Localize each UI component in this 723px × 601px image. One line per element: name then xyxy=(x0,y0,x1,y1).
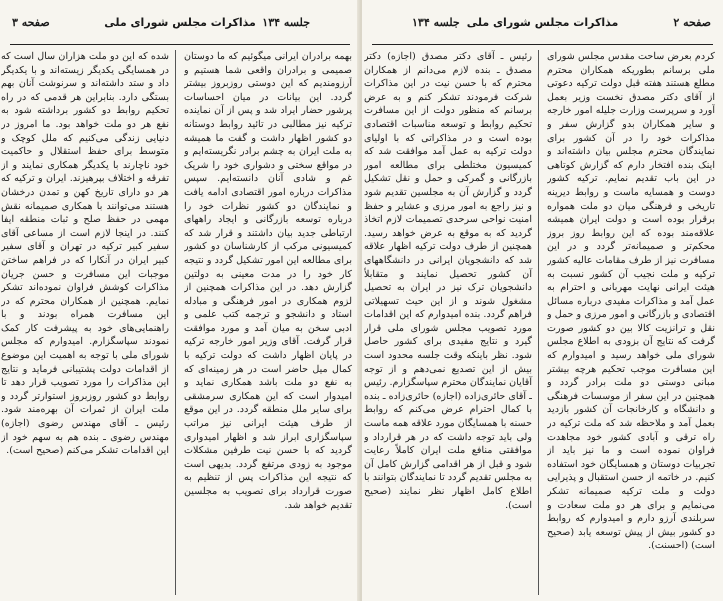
right-page-column-left xyxy=(364,50,539,595)
right-page xyxy=(362,0,723,601)
right-page-number: صفحه ۲ xyxy=(673,16,711,29)
left-page-number: صفحه ۳ xyxy=(12,16,50,29)
right-col-left-text: رئیس ـ آقای دکتر مصدق (اجازه) دکتر مصدق ـ بنده لازم می‌دانم از همکاران محترم که با حسن نیت در این مذاکرات شرکت فرمودند تشکر کنم و به عرض برسانم که منظور دولت از این مسافرت تحکیم روابط و توسعه مناسبات اقتصادی بوده است و در مذاکراتی که با اولیای دولت ترکیه به عمل آمد موافقت شد که کمیسیون مختلطی برای مطالعه امور بازرگانی و گمرکی و حمل و نقل تشکیل گردد و گزارش آن به مجلسین تقدیم شود و نیز راجع به امور مرزی و عشایر و حفظ امنیت نواحی سرحدی تصمیمات لازم اتخاذ گردید که به موقع به عرض خواهد رسید. همچنین از طرف دولت ترکیه اظهار علاقه شد که دانشجویان ایرانی در دانشگاههای آن کشور تحصیل نمایند و متقابلاً دانشجویان ترک نیز در ایران به تحصیل مشغول شوند و از این حیث تسهیلاتی فراهم گردد. بنده امیدوارم که این اقدامات مورد تصویب مجلس شورای ملی قرار گیرد و نتایج مفیدی برای کشور حاصل شود. نظر باینکه وقت جلسه محدود است بیش از این تصدیع نمی‌دهم و از توجه آقایان نمایندگان محترم سپاسگزارم. رئیس ـ آقای حائری‌زاده (اجازه) حائری‌زاده ـ بنده با کمال احترام عرض می‌کنم که روابط حسنه با همسایگان مورد علاقه همه ماست ولی باید توجه داشت که در هر قرارداد و موافقتی منافع ملت ایران کاملاً رعایت شود و قبل از هر اقدامی گزارش کامل آن به مجلس تقدیم گردد تا نمایندگان بتوانند با اطلاع کامل اظهار نظر نمایند (صحیح است). xyxy=(364,51,532,511)
left-running-title: مذاکرات مجلس شورای ملی xyxy=(104,16,256,29)
left-page-column-left xyxy=(1,50,176,595)
left-page-column-right xyxy=(184,50,352,595)
right-session-label: جلسه ۱۳۴ xyxy=(412,16,460,29)
left-page xyxy=(0,0,360,601)
left-session-label: جلسه ۱۳۴ xyxy=(262,16,310,29)
left-page-header xyxy=(10,10,350,45)
right-col-right-text: کردم بعرض ساحت مقدس مجلس شورای ملی برسانم بطوریکه همکاران محترم مطلع هستند هفته قبل دولت ترکیه دعوتی از آقای دکتر مصدق نخست وزیر بعمل آورد و سرپرست وزارت جلیله امور خارجه و سایر همکاران بدو گزارش سفر و مذاکرات خود را در آن کشور برای نمایندگان محترم مجلس بیان داشته‌اند و اینک بنده افتخار دارم که گزارش کوتاهی در این باب تقدیم نمایم. ترکیه کشور دوست و همسایه ماست و روابط دیرینه تاریخی و فرهنگی میان دو ملت همواره برقرار بوده است و دولت ایران همیشه علاقه‌مند بوده که این روابط روز بروز محکم‌تر و صمیمانه‌تر گردد و در این مسافرت نیز از طرف مقامات عالیه کشور ترکیه و ملت نجیب آن کشور نسبت به هیئت ایرانی نهایت مهربانی و احترام به عمل آمد و مذاکرات مفیدی درباره مسائل اقتصادی و بازرگانی و امور مرزی و حمل و نقل و ترانزیت کالا بین دو کشور صورت گرفت که نتایج آن بزودی به اطلاع مجلس شورای ملی خواهد رسید و امیدوارم که این مسافرت موجب تحکیم هرچه بیشتر مبانی دوستی دو ملت برادر گردد و همچنین در این سفر از موسسات فرهنگی و دانشگاه و کارخانجات آن کشور بازدید بعمل آمد و ملاحظه شد که ملت ترکیه در راه ترقی و آبادی کشور خود مجاهدت فراوان نموده است و ما نیز باید از تجربیات دوستان و همسایگان خود استفاده کنیم. در خاتمه از حسن استقبال و پذیرایی دولت و ملت ترکیه صمیمانه تشکر می‌نمایم و برای هر دو ملت سعادت و سربلندی آرزو دارم و امیدوارم که روابط دو کشور بیش از پیش توسعه یابد (صحیح است) (احسنت). xyxy=(547,51,715,552)
right-page-column-right xyxy=(547,50,715,595)
left-col-right-text: بهمه برادران ایرانی میگوئیم که ما دوستان صمیمی و برادران واقعی شما هستیم و آرزومندیم که این دوستی روزبروز بیشتر گردد. این بیانات در میان احساسات پرشور حضار ایراد شد و پس از آن نماینده ترکیه نیز مطالبی در تائید روابط دوستانه دو کشور اظهار داشت و گفت ما همیشه به ملت ایران به چشم برادر نگریسته‌ایم و در مواقع سختی و دشواری خود را شریک غم و شادی آنان دانسته‌ایم. سپس مذاکرات درباره امور اقتصادی ادامه یافت و نمایندگان دو کشور نظرات خود را درباره توسعه بازرگانی و ایجاد راههای ارتباطی جدید بیان داشتند و قرار شد که کمیسیونی مرکب از کارشناسان دو کشور برای مطالعه این امور تشکیل گردد و نتیجه کار خود را در مدت معینی به دولتین گزارش دهد. در این مذاکرات همچنین از لزوم همکاری در امور فرهنگی و مبادله استاد و دانشجو و ترجمه کتب علمی و ادبی سخن به میان آمد و مورد موافقت قرار گرفت. آقای وزیر امور خارجه ترکیه در پایان اظهار داشت که دولت ترکیه با کمال میل حاضر است در هر زمینه‌ای که به نفع دو ملت باشد همکاری نماید و امیدوار است که این همکاری سرمشقی برای سایر ملل منطقه گردد. در این موقع از طرف هیئت ایرانی نیز مراتب سپاسگزاری ابراز شد و اظهار امیدواری گردید که با حسن نیت طرفین مشکلات موجود به زودی مرتفع گردد. بدیهی است که نتیجه این مذاکرات پس از تنظیم به صورت قرارداد برای تصویب به مجلسین تقدیم خواهد شد. xyxy=(184,51,352,511)
right-page-header xyxy=(372,10,713,45)
right-running-title: مذاکرات مجلس شورای ملی xyxy=(466,16,619,29)
left-col-left-text: شده که این دو ملت هزاران سال است که در همسایگی یکدیگر زیسته‌اند و با یکدیگر داد و ستد داشته‌اند و سرنوشت آنان بهم بستگی دارد. بنابراین هر قدمی که در راه تحکیم روابط دو کشور برداشته شود به نفع هر دو ملت خواهد بود. ما امروز در دنیایی زندگی می‌کنیم که ملل کوچک و متوسط برای حفظ استقلال و حاکمیت خود ناچارند با یکدیگر همکاری نمایند و از تفرقه و اختلاف بپرهیزند. ایران و ترکیه که هر دو دارای تاریخ کهن و تمدن درخشان هستند می‌توانند با همکاری صمیمانه نقش مهمی در حفظ صلح و ثبات منطقه ایفا کنند. در اینجا لازم است از مساعی آقای سفیر کبیر ترکیه در تهران و آقای سفیر کبیر ایران در آنکارا که در فراهم ساختن موجبات این مسافرت و حسن جریان مذاکرات کوشش فراوان نموده‌اند تشکر نمایم. همچنین از همکاران محترم که در این مسافرت همراه بودند و با راهنمایی‌های خود به پیشرفت کار کمک نمودند سپاسگزارم. امیدوارم که مجلس شورای ملی با توجه به اهمیت این موضوع از اقدامات دولت پشتیبانی فرماید و نتایج این مذاکرات را مورد تصویب قرار دهد تا روابط دو کشور روزبروز استوارتر گردد و ملت ایران از ثمرات آن بهره‌مند شود. رئیس ـ آقای مهندس رضوی (اجازه) مهندس رضوی ـ بنده هم به سهم خود از این اقدامات تشکر می‌کنم (صحیح است). xyxy=(1,51,169,457)
